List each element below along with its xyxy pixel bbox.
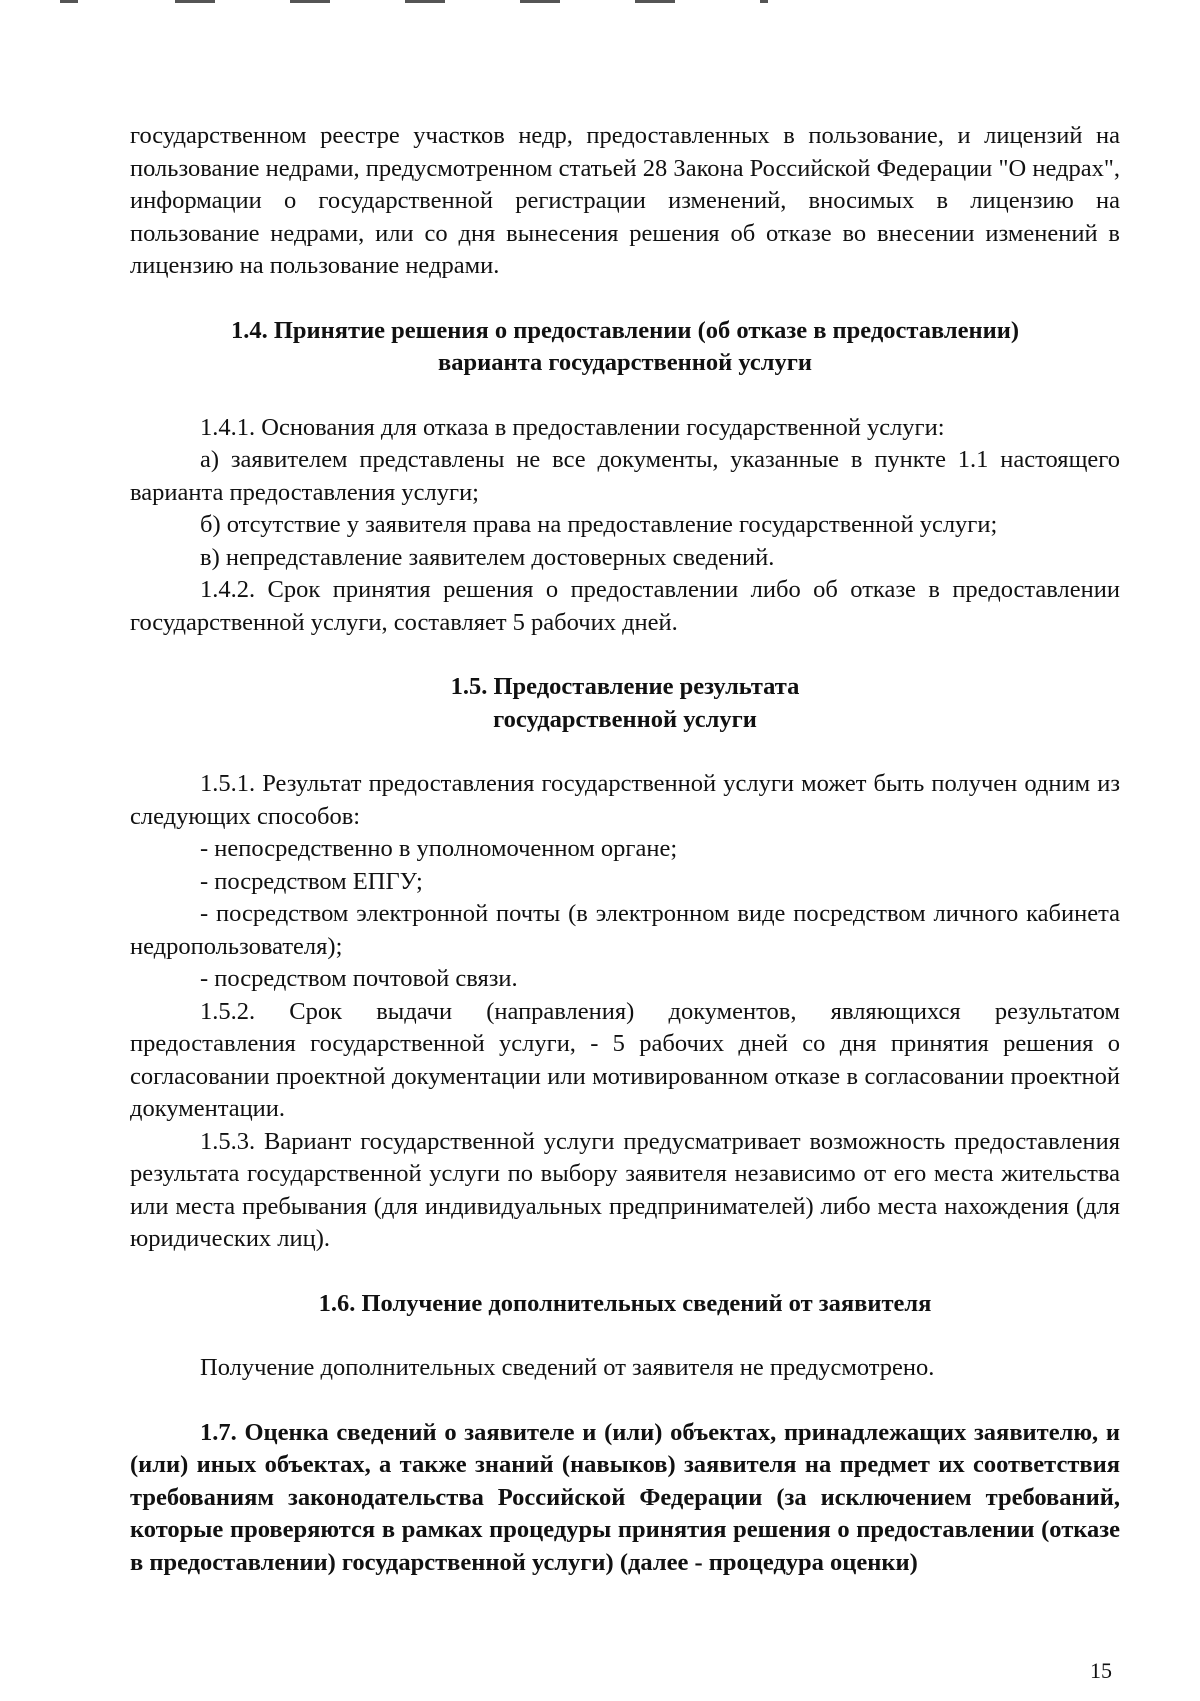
document-page: [130, 120, 1120, 1579]
list-item-a: а) заявителем представлены не все документы, указанные в пункте 1.1 настоящего варианта предоставления услуги;: [130, 446, 1120, 506]
section-1-4-heading: 1.4. Принятие решения о предоставлении (об отказе в предоставлении) варианта государственной услуги: [230, 316, 1019, 376]
paragraph-1-6: Получение дополнительных сведений от заявителя не предусмотрено.: [200, 1354, 935, 1381]
continuation-paragraph: государственном реестре участков недр, предоставленных в пользование, и лицензий на пользование недрами, предусмотренном статьей 28 Закона Российской Федерации "О недрах", информации о государственной регистрации изменений, вносимых в лицензию на пользование недрами, или со дня вынесения решения об отказе во внесении изменений в лицензию на пользование недрами.: [130, 122, 1120, 279]
section-1-6-heading: 1.6. Получение дополнительных сведений от заявителя: [318, 1289, 932, 1317]
paragraph-1-5-1: 1.5.1. Результат предоставления государственной услуги может быть получен одним из следующих способов:: [130, 770, 1120, 830]
paragraph-1-5-2: 1.5.2. Срок выдачи (направления) документов, являющихся результатом предоставления государственной услуги, - 5 рабочих дней со дня принятия решения о согласовании проектной документации или мотивированном отказе в согласовании проектной документации.: [130, 997, 1120, 1122]
list-item-epgu: - посредством ЕПГУ;: [200, 867, 423, 895]
list-item-b: б) отсутствие у заявителя права на предоставление государственной услуги;: [200, 511, 998, 538]
section-1-7-heading: 1.7. Оценка сведений о заявителе и (или) объектах, принадлежащих заявителю, и (или) иных объектах, а также знаний (навыков) заявителя на предмет их соответствия требованиям законодательства Российской Федерации (за исключением требований, которые проверяются в рамках процедуры принятия решения о предоставлении (отказе в предоставлении) государственной услуги) (далее - процедура оценки): [130, 1418, 1120, 1576]
list-item-c: в) непредставление заявителем достоверных сведений.: [200, 543, 775, 571]
list-item-post: - посредством почтовой связи.: [200, 965, 518, 992]
list-item-email: - посредством электронной почты (в электронном виде посредством личного кабинета недропользователя);: [130, 900, 1120, 960]
list-item-authority: - непосредственно в уполномоченном органе;: [200, 835, 678, 862]
paragraph-1-4-2: 1.4.2. Срок принятия решения о предоставлении либо об отказе в предоставлении государственной услуги, составляет 5 рабочих дней.: [130, 576, 1120, 636]
paragraph-1-5-3: 1.5.3. Вариант государственной услуги предусматривает возможность предоставления результата государственной услуги по выбору заявителя независимо от его места жительства или места пребывания (для индивидуальных предпринимателей) либо места нахождения (для юридических лиц).: [130, 1127, 1120, 1252]
page-number: 15: [1090, 1658, 1112, 1683]
paragraph-1-4-1: 1.4.1. Основания для отказа в предоставлении государственной услуги:: [200, 413, 945, 441]
scan-edge-marks: [0, 0, 1200, 8]
section-1-5-heading: 1.5. Предоставление результата государственной услуги: [450, 673, 800, 733]
